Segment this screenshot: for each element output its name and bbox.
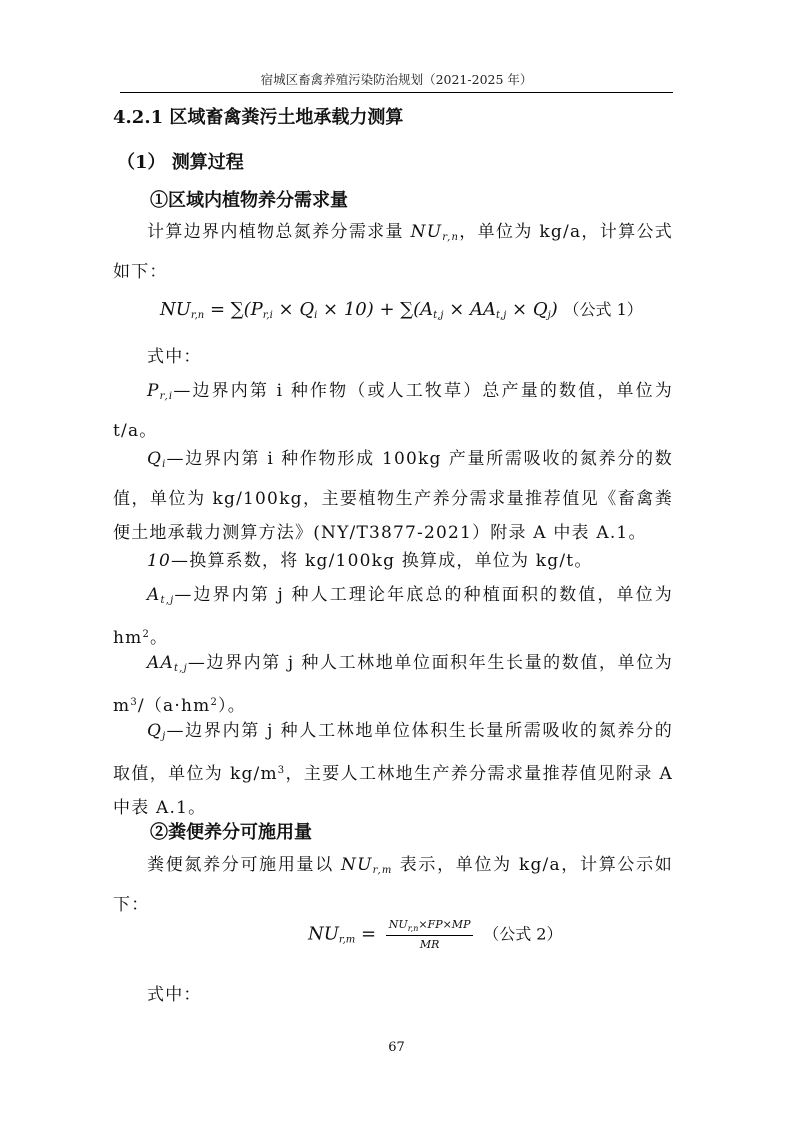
definition-10 — [113, 544, 673, 578]
def-qj-sup: 3 — [277, 765, 286, 776]
eq2-denominator: MR — [419, 938, 440, 951]
where-label-1: 式中： — [147, 347, 202, 367]
eq1-aa-sub: t,j — [496, 310, 507, 321]
p1-post: ，单位为 kg/a，计算公式如下： — [113, 222, 674, 282]
eq1-a-sub: t,j — [433, 310, 444, 321]
p1-pre: 计算边界内植物总氮养分需求量 — [147, 222, 411, 242]
eq2-lhs: NU — [308, 923, 339, 945]
eq1-mid4: × Q — [506, 299, 548, 320]
def-qj-tail: ，主要人工林地生产养分需求量推荐值见附录 A 中表 A.1。 — [113, 764, 673, 818]
def-qi-sub: i — [162, 459, 167, 470]
eq1-end: ) — [550, 299, 558, 320]
eq1-q-sub: i — [314, 310, 318, 321]
eq1-label: （公式 1） — [563, 300, 643, 319]
eq2-num-pre: NU — [388, 918, 408, 931]
def-p-text: —边界内第 i 种作物（或人工牧草）总产量的数值，单位为 t/a。 — [113, 381, 673, 441]
eq1-p-sub: r,i — [262, 310, 273, 321]
def-a-var: A — [147, 585, 161, 605]
eq1-qj-sub: j — [547, 310, 551, 321]
paragraph-2 — [113, 848, 673, 922]
def-a-sup: 2 — [142, 629, 151, 640]
section-heading: 4.2.1 区域畜禽粪污土地承载力测算 — [113, 107, 404, 128]
definition-a — [113, 578, 673, 655]
def-aa-text: —边界内第 j 种人工林地单位面积年生长量的数值，单位为 m — [113, 653, 673, 716]
eq1-mid3: × AA — [443, 299, 497, 320]
header-rule — [120, 92, 673, 93]
p2-var: NU — [341, 855, 373, 875]
running-header: 宿城区畜禽养殖污染防治规划（2021-2025 年） — [260, 72, 533, 87]
eq1-mid2: × 10) + ∑(A — [317, 299, 434, 320]
paragraph-1 — [113, 215, 673, 289]
formula-2 — [308, 918, 688, 951]
subsubsection-heading-1: ①区域内植物养分需求量 — [150, 190, 348, 211]
eq1-lhs: NU — [160, 299, 191, 320]
def-aa-mid: /（a·hm — [137, 696, 211, 716]
def-aa-sub: t,j — [173, 663, 188, 674]
page-number: 67 — [388, 1040, 405, 1055]
p2-var-sub: r,m — [372, 865, 393, 876]
where-label-2: 式中： — [147, 985, 202, 1005]
def-qj-var: Q — [147, 721, 163, 741]
eq2-num-sub: r,n — [407, 924, 419, 933]
definition-qi — [113, 442, 673, 550]
def-qj-sub: j — [162, 731, 167, 742]
eq2-fraction — [386, 918, 474, 951]
p2-post: 表示，单位为 kg/a，计算公示如下： — [113, 855, 673, 915]
eq1-mid1: × Q — [272, 299, 315, 320]
eq1-body: = ∑(P — [204, 299, 263, 320]
def-aa-sup1: 3 — [130, 697, 138, 708]
eq1-lhs-sub: r,n — [190, 310, 205, 321]
def-aa-tail: ）。 — [218, 696, 246, 716]
definition-aa — [113, 646, 673, 723]
def-a-tail: 。 — [150, 628, 169, 648]
eq2-label: （公式 2） — [483, 924, 563, 944]
def-10-text: —换算系数，将 kg/100kg 换算成，单位为 kg/t。 — [171, 551, 593, 571]
eq2-equals: = — [355, 923, 382, 945]
def-p-sub: r,i — [159, 391, 174, 402]
definition-qj — [113, 714, 673, 825]
def-a-text: —边界内第 j 种人工理论年底总的种植面积的数值，单位为 hm — [113, 585, 673, 648]
def-qi-var: Q — [147, 449, 163, 469]
eq2-lhs-sub: r,m — [338, 934, 356, 946]
def-qi-text: —边界内第 i 种作物形成 100kg 产量所需吸收的氮养分的数值，单位为 kg/100kg，主要植物生产养分需求量推荐值见《畜禽粪便土地承载力测算方法》(NY/T3877-2021）附录 A 中表 A.1。 — [113, 449, 673, 543]
formula-1 — [160, 297, 680, 321]
definition-p — [113, 374, 673, 448]
def-aa-sup2: 2 — [210, 697, 218, 708]
def-a-sub: t,j — [160, 595, 175, 606]
p1-var: NU — [410, 222, 443, 242]
eq2-numerator — [386, 918, 474, 936]
def-qj-text: —边界内第 j 种人工林地单位体积生长量所需吸收的氮养分的取值，单位为 kg/m — [113, 721, 673, 784]
p2-pre: 粪便氮养分可施用量以 — [147, 855, 342, 875]
subsection-heading: （1） 测算过程 — [117, 152, 244, 173]
def-aa-var: AA — [147, 653, 174, 673]
def-p-var: P — [147, 381, 160, 401]
p1-var-sub: r,n — [442, 232, 460, 243]
eq2-num-post: ×FP×MP — [418, 918, 471, 931]
subsubsection-heading-2: ②粪便养分可施用量 — [150, 822, 312, 843]
def-10-var: 10 — [147, 551, 172, 571]
